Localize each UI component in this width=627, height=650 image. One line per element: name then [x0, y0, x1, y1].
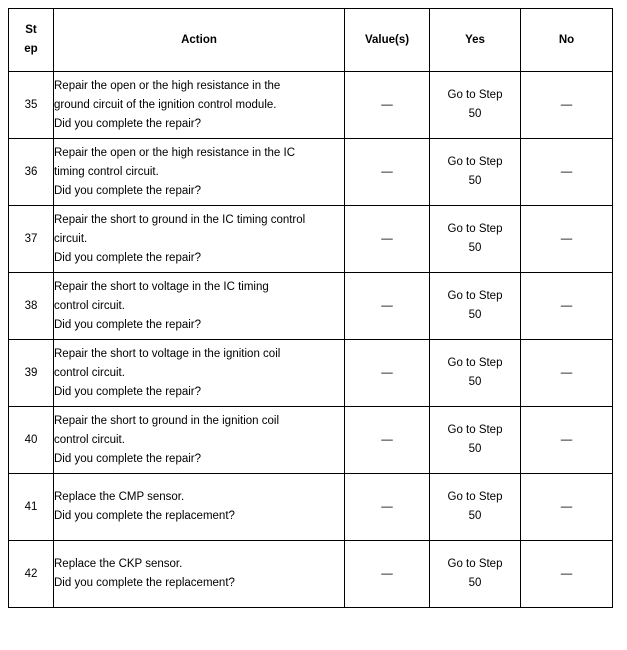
- action-line: Repair the short to voltage in the ignition coil: [54, 347, 281, 360]
- value-cell: —: [345, 340, 430, 407]
- yes-cell: [430, 474, 521, 541]
- yes-cell: [430, 340, 521, 407]
- action-cell: [54, 206, 345, 273]
- yes-line: Go to Step: [447, 491, 503, 503]
- value-cell: —: [345, 72, 430, 139]
- yes-cell: [430, 541, 521, 608]
- action-cell: [54, 273, 345, 340]
- table-row: [9, 541, 613, 608]
- no-cell: —: [521, 474, 613, 541]
- yes-cell: [430, 72, 521, 139]
- step-number: 36: [9, 139, 54, 206]
- step-number: 39: [9, 340, 54, 407]
- yes-line: 50: [468, 443, 482, 455]
- action-line: Repair the short to ground in the ignition coil: [54, 414, 280, 427]
- action-line: ground circuit of the ignition control module.: [54, 98, 277, 111]
- yes-line: 50: [468, 242, 482, 254]
- action-line: Did you complete the repair?: [54, 452, 202, 465]
- table-row: [9, 206, 613, 273]
- yes-header: Yes: [430, 9, 521, 72]
- yes-line: Go to Step: [447, 558, 503, 570]
- action-line: timing control circuit.: [54, 165, 159, 178]
- yes-line: 50: [468, 376, 482, 388]
- yes-cell: [430, 273, 521, 340]
- table-row: [9, 72, 613, 139]
- action-cell: [54, 541, 345, 608]
- yes-line: 50: [468, 309, 482, 321]
- action-line: Did you complete the repair?: [54, 385, 202, 398]
- value-cell: —: [345, 474, 430, 541]
- yes-line: 50: [468, 577, 482, 589]
- yes-line: Go to Step: [447, 290, 503, 302]
- step-header-line2: ep: [24, 43, 38, 55]
- action-cell: [54, 474, 345, 541]
- action-line: circuit.: [54, 232, 88, 245]
- yes-line: 50: [468, 175, 482, 187]
- diagnostic-table: [8, 8, 613, 608]
- yes-line: Go to Step: [447, 424, 503, 436]
- yes-line: 50: [468, 108, 482, 120]
- yes-line: Go to Step: [447, 156, 503, 168]
- action-cell: [54, 139, 345, 206]
- yes-line: Go to Step: [447, 89, 503, 101]
- value-cell: —: [345, 273, 430, 340]
- step-header-line1: St: [25, 24, 37, 36]
- no-cell: —: [521, 72, 613, 139]
- action-header: Action: [54, 9, 345, 72]
- action-line: Did you complete the replacement?: [54, 510, 235, 522]
- action-line: control circuit.: [54, 366, 125, 379]
- step-number: 37: [9, 206, 54, 273]
- action-line: Did you complete the replacement?: [54, 577, 235, 589]
- table-body: [9, 72, 613, 608]
- no-cell: —: [521, 340, 613, 407]
- action-line: Repair the open or the high resistance in the: [54, 79, 281, 92]
- value-cell: —: [345, 139, 430, 206]
- action-line: Did you complete the repair?: [54, 251, 202, 264]
- action-line: Repair the short to ground in the IC timing control: [54, 213, 306, 226]
- yes-line: Go to Step: [447, 357, 503, 369]
- action-cell: [54, 340, 345, 407]
- value-cell: —: [345, 541, 430, 608]
- action-line: control circuit.: [54, 433, 125, 446]
- yes-line: Go to Step: [447, 223, 503, 235]
- no-cell: —: [521, 541, 613, 608]
- step-header: [9, 9, 54, 72]
- action-line: control circuit.: [54, 299, 125, 312]
- action-line: Did you complete the repair?: [54, 117, 202, 130]
- action-line: Did you complete the repair?: [54, 318, 202, 331]
- yes-cell: [430, 139, 521, 206]
- action-line: Replace the CMP sensor.: [54, 491, 185, 503]
- action-line: Did you complete the repair?: [54, 184, 202, 197]
- action-line: Replace the CKP sensor.: [54, 558, 183, 570]
- step-number: 42: [9, 541, 54, 608]
- step-number: 38: [9, 273, 54, 340]
- table-row: [9, 340, 613, 407]
- no-header: No: [521, 9, 613, 72]
- action-line: Repair the short to voltage in the IC timing: [54, 280, 269, 293]
- table-row: [9, 273, 613, 340]
- value-cell: —: [345, 206, 430, 273]
- yes-cell: [430, 206, 521, 273]
- no-cell: —: [521, 407, 613, 474]
- value-cell: —: [345, 407, 430, 474]
- action-line: Repair the open or the high resistance in the IC: [54, 146, 296, 159]
- action-cell: [54, 407, 345, 474]
- step-number: 40: [9, 407, 54, 474]
- yes-cell: [430, 407, 521, 474]
- header-row: [9, 9, 613, 72]
- no-cell: —: [521, 139, 613, 206]
- table-row: [9, 474, 613, 541]
- no-cell: —: [521, 273, 613, 340]
- values-header: Value(s): [345, 9, 430, 72]
- no-cell: —: [521, 206, 613, 273]
- action-cell: [54, 72, 345, 139]
- table-row: [9, 139, 613, 206]
- table-row: [9, 407, 613, 474]
- step-number: 41: [9, 474, 54, 541]
- step-number: 35: [9, 72, 54, 139]
- yes-line: 50: [468, 510, 482, 522]
